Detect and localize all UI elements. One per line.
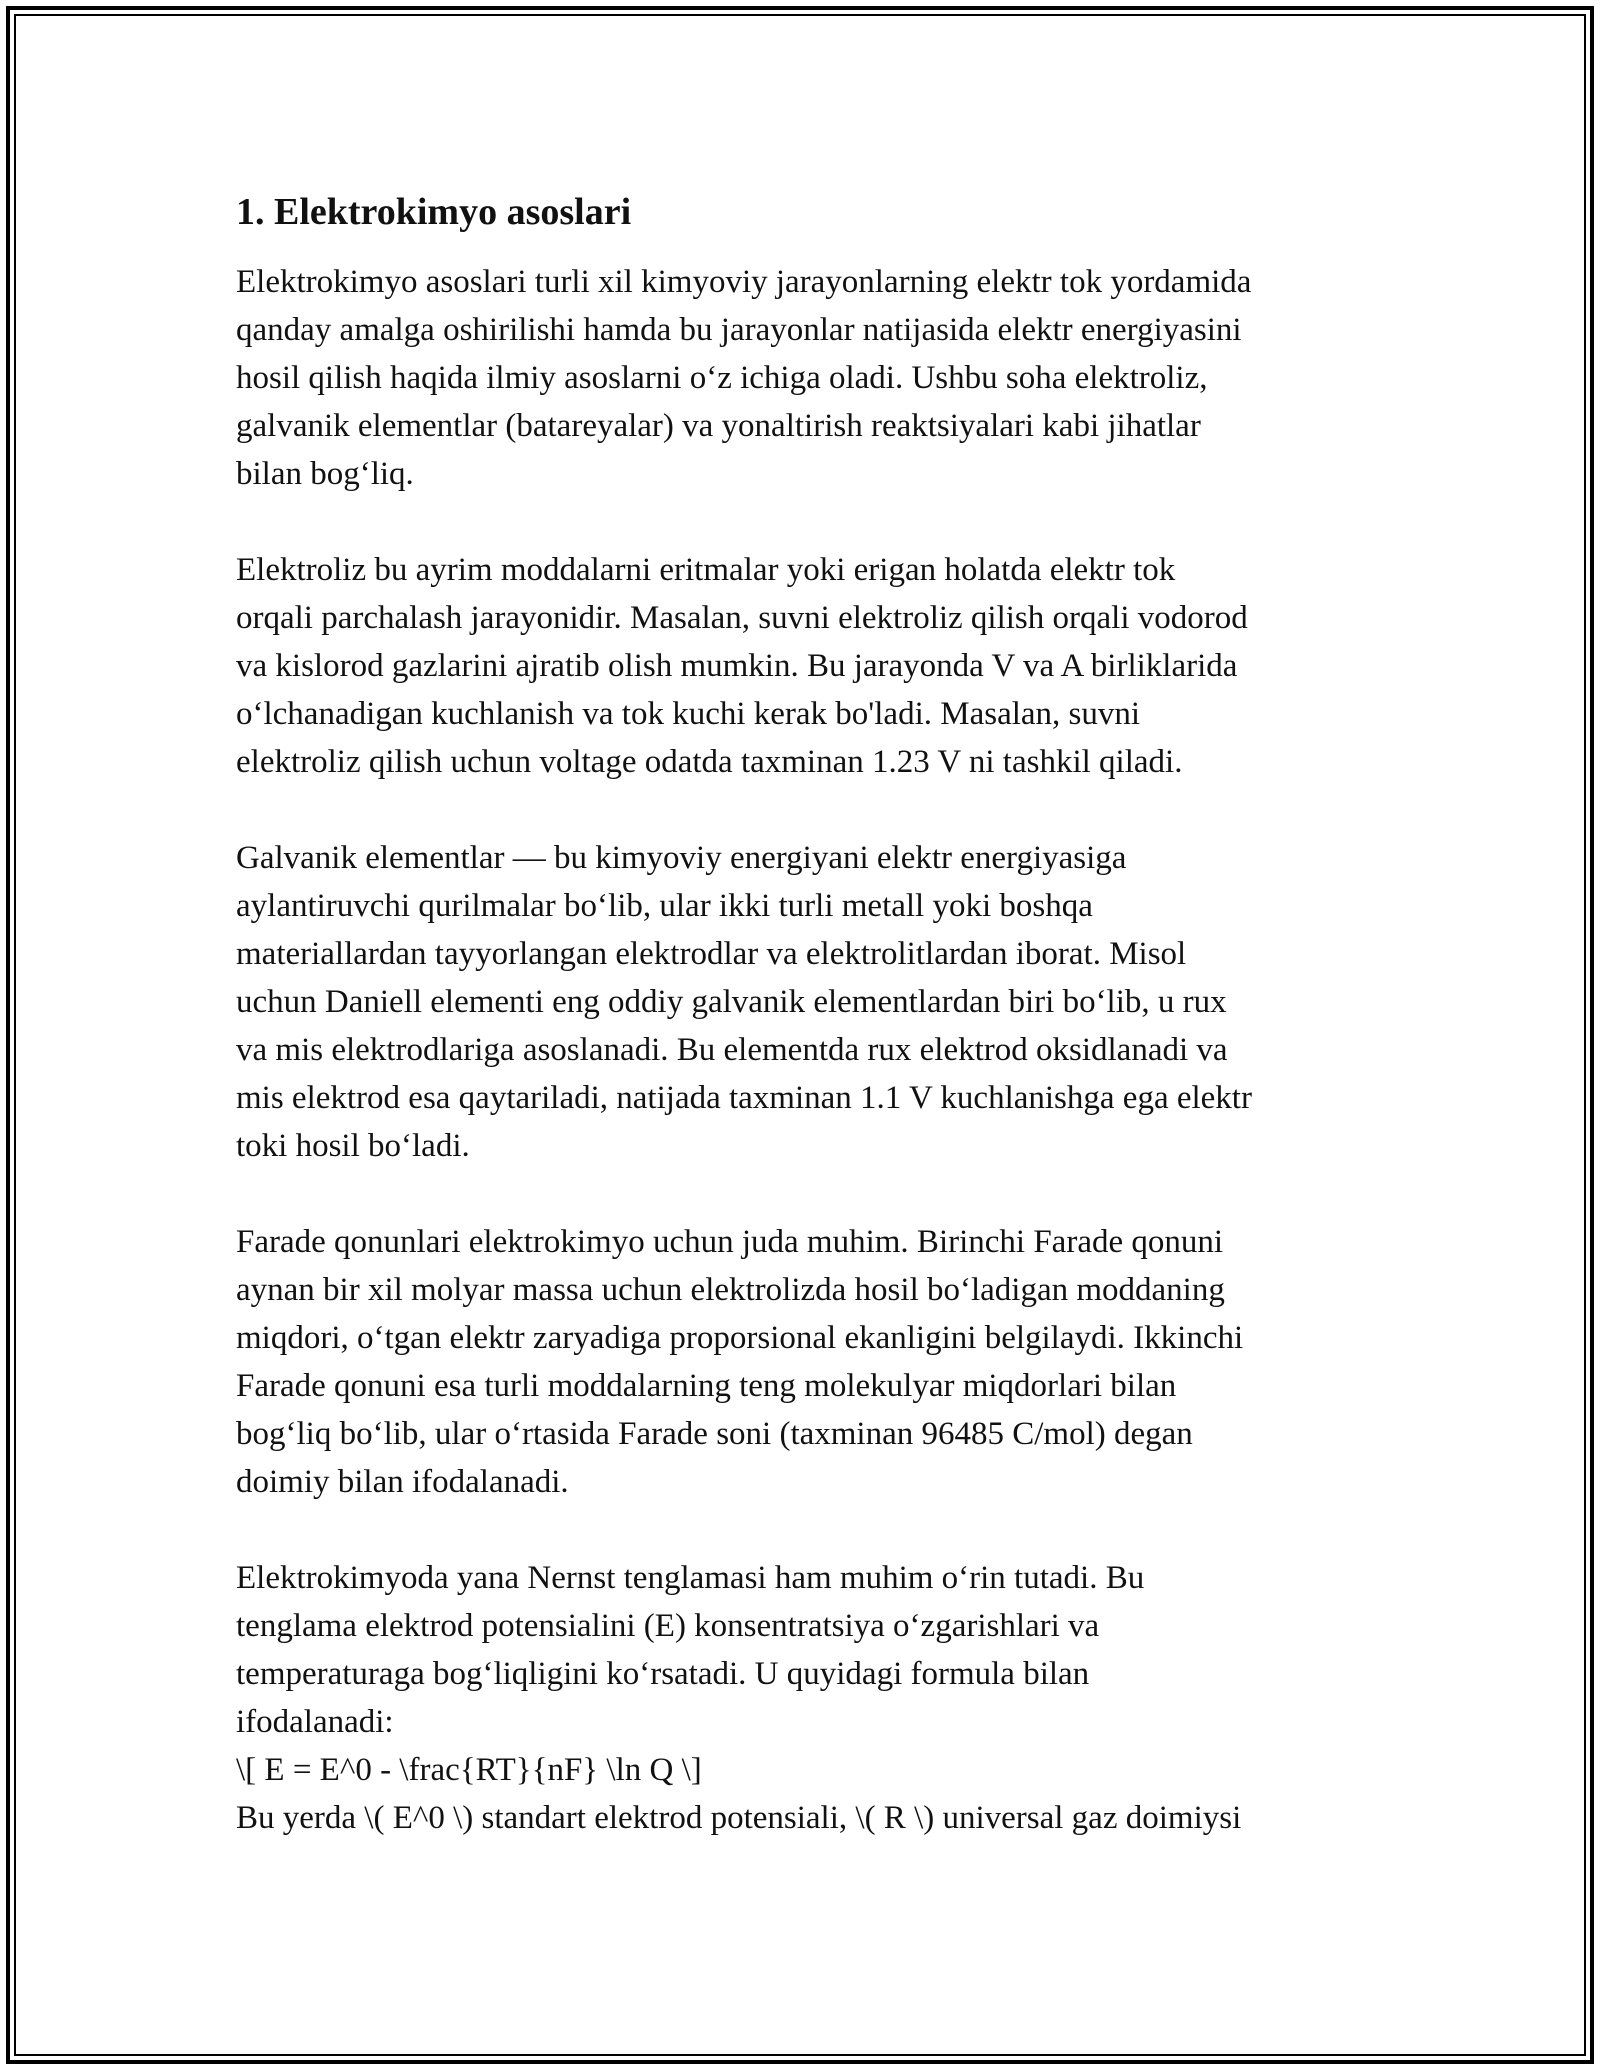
text-line: Galvanik elementlar — bu kimyoviy energiyani elektr energiyasiga: [236, 840, 1127, 876]
paragraph-intro: [236, 258, 1376, 498]
text-line: galvanik elementlar (batareyalar) va yonaltirish reaktsiyalari kabi jihatlar: [236, 408, 1201, 444]
text-line: va mis elektrodlariga asoslanadi. Bu elementda rux elektrod oksidlanadi va: [236, 1032, 1228, 1068]
text-line: aylantiruvchi qurilmalar boʻlib, ular ikki turli metall yoki boshqa: [236, 888, 1093, 924]
text-line: qanday amalga oshirilishi hamda bu jarayonlar natijasida elektr energiyasini: [236, 312, 1242, 348]
text-line: bilan bogʻliq.: [236, 456, 414, 492]
paragraph-galvanic-elements: [236, 834, 1376, 1170]
text-line: uchun Daniell elementi eng oddiy galvanik elementlardan biri boʻlib, u rux: [236, 984, 1227, 1020]
text-line: orqali parchalash jarayonidir. Masalan, suvni elektroliz qilish orqali vodorod: [236, 600, 1248, 636]
text-line: temperaturaga bogʻliqligini koʻrsatadi. U quyidagi formula bilan: [236, 1656, 1090, 1692]
text-line: oʻlchanadigan kuchlanish va tok kuchi kerak bo'ladi. Masalan, suvni: [236, 696, 1141, 732]
section-heading: 1. Elektrokimyo asoslari: [236, 191, 632, 233]
text-line: elektroliz qilish uchun voltage odatda taxminan 1.23 V ni tashkil qiladi.: [236, 744, 1183, 780]
text-line: ifodalanadi:: [236, 1704, 394, 1740]
paragraph-faraday-laws: [236, 1218, 1376, 1506]
text-line: doimiy bilan ifodalanadi.: [236, 1464, 569, 1500]
text-line: Farade qonunlari elektrokimyo uchun juda muhim. Birinchi Farade qonuni: [236, 1224, 1224, 1260]
text-line: bogʻliq boʻlib, ular oʻrtasida Farade soni (taxminan 96485 C/mol) degan: [236, 1416, 1193, 1452]
text-line: hosil qilish haqida ilmiy asoslarni oʻz ichiga oladi. Ushbu soha elektroliz,: [236, 360, 1208, 396]
formula-line: \[ E = E^0 - \frac{RT}{nF} \ln Q \]: [236, 1752, 702, 1788]
text-line: mis elektrod esa qaytariladi, natijada taxminan 1.1 V kuchlanishga ega elektr: [236, 1080, 1252, 1116]
text-line: tenglama elektrod potensialini (E) konsentratsiya oʻzgarishlari va: [236, 1608, 1100, 1644]
text-line: miqdori, oʻtgan elektr zaryadiga proporsional ekanligini belgilaydi. Ikkinchi: [236, 1320, 1244, 1356]
text-line: Elektrokimyo asoslari turli xil kimyoviy jarayonlarning elektr tok yordamida: [236, 264, 1252, 300]
text-line: toki hosil boʻladi.: [236, 1128, 470, 1164]
paragraph-electrolysis: [236, 546, 1376, 786]
document-body: [236, 182, 1376, 1842]
text-line: aynan bir xil molyar massa uchun elektrolizda hosil boʻladigan moddaning: [236, 1272, 1225, 1308]
text-line: va kislorod gazlarini ajratib olish mumkin. Bu jarayonda V va A birliklarida: [236, 648, 1238, 684]
paragraph-nernst-equation: [236, 1554, 1376, 1842]
text-line: Elektroliz bu ayrim moddalarni eritmalar yoki erigan holatda elektr tok: [236, 552, 1176, 588]
text-line: Bu yerda \( E^0 \) standart elektrod potensiali, \( R \) universal gaz doimiysi: [236, 1800, 1242, 1836]
text-line: materiallardan tayyorlangan elektrodlar va elektrolitlardan iborat. Misol: [236, 936, 1187, 972]
text-line: Elektrokimyoda yana Nernst tenglamasi ham muhim oʻrin tutadi. Bu: [236, 1560, 1145, 1596]
text-line: Farade qonuni esa turli moddalarning teng molekulyar miqdorlari bilan: [236, 1368, 1177, 1404]
